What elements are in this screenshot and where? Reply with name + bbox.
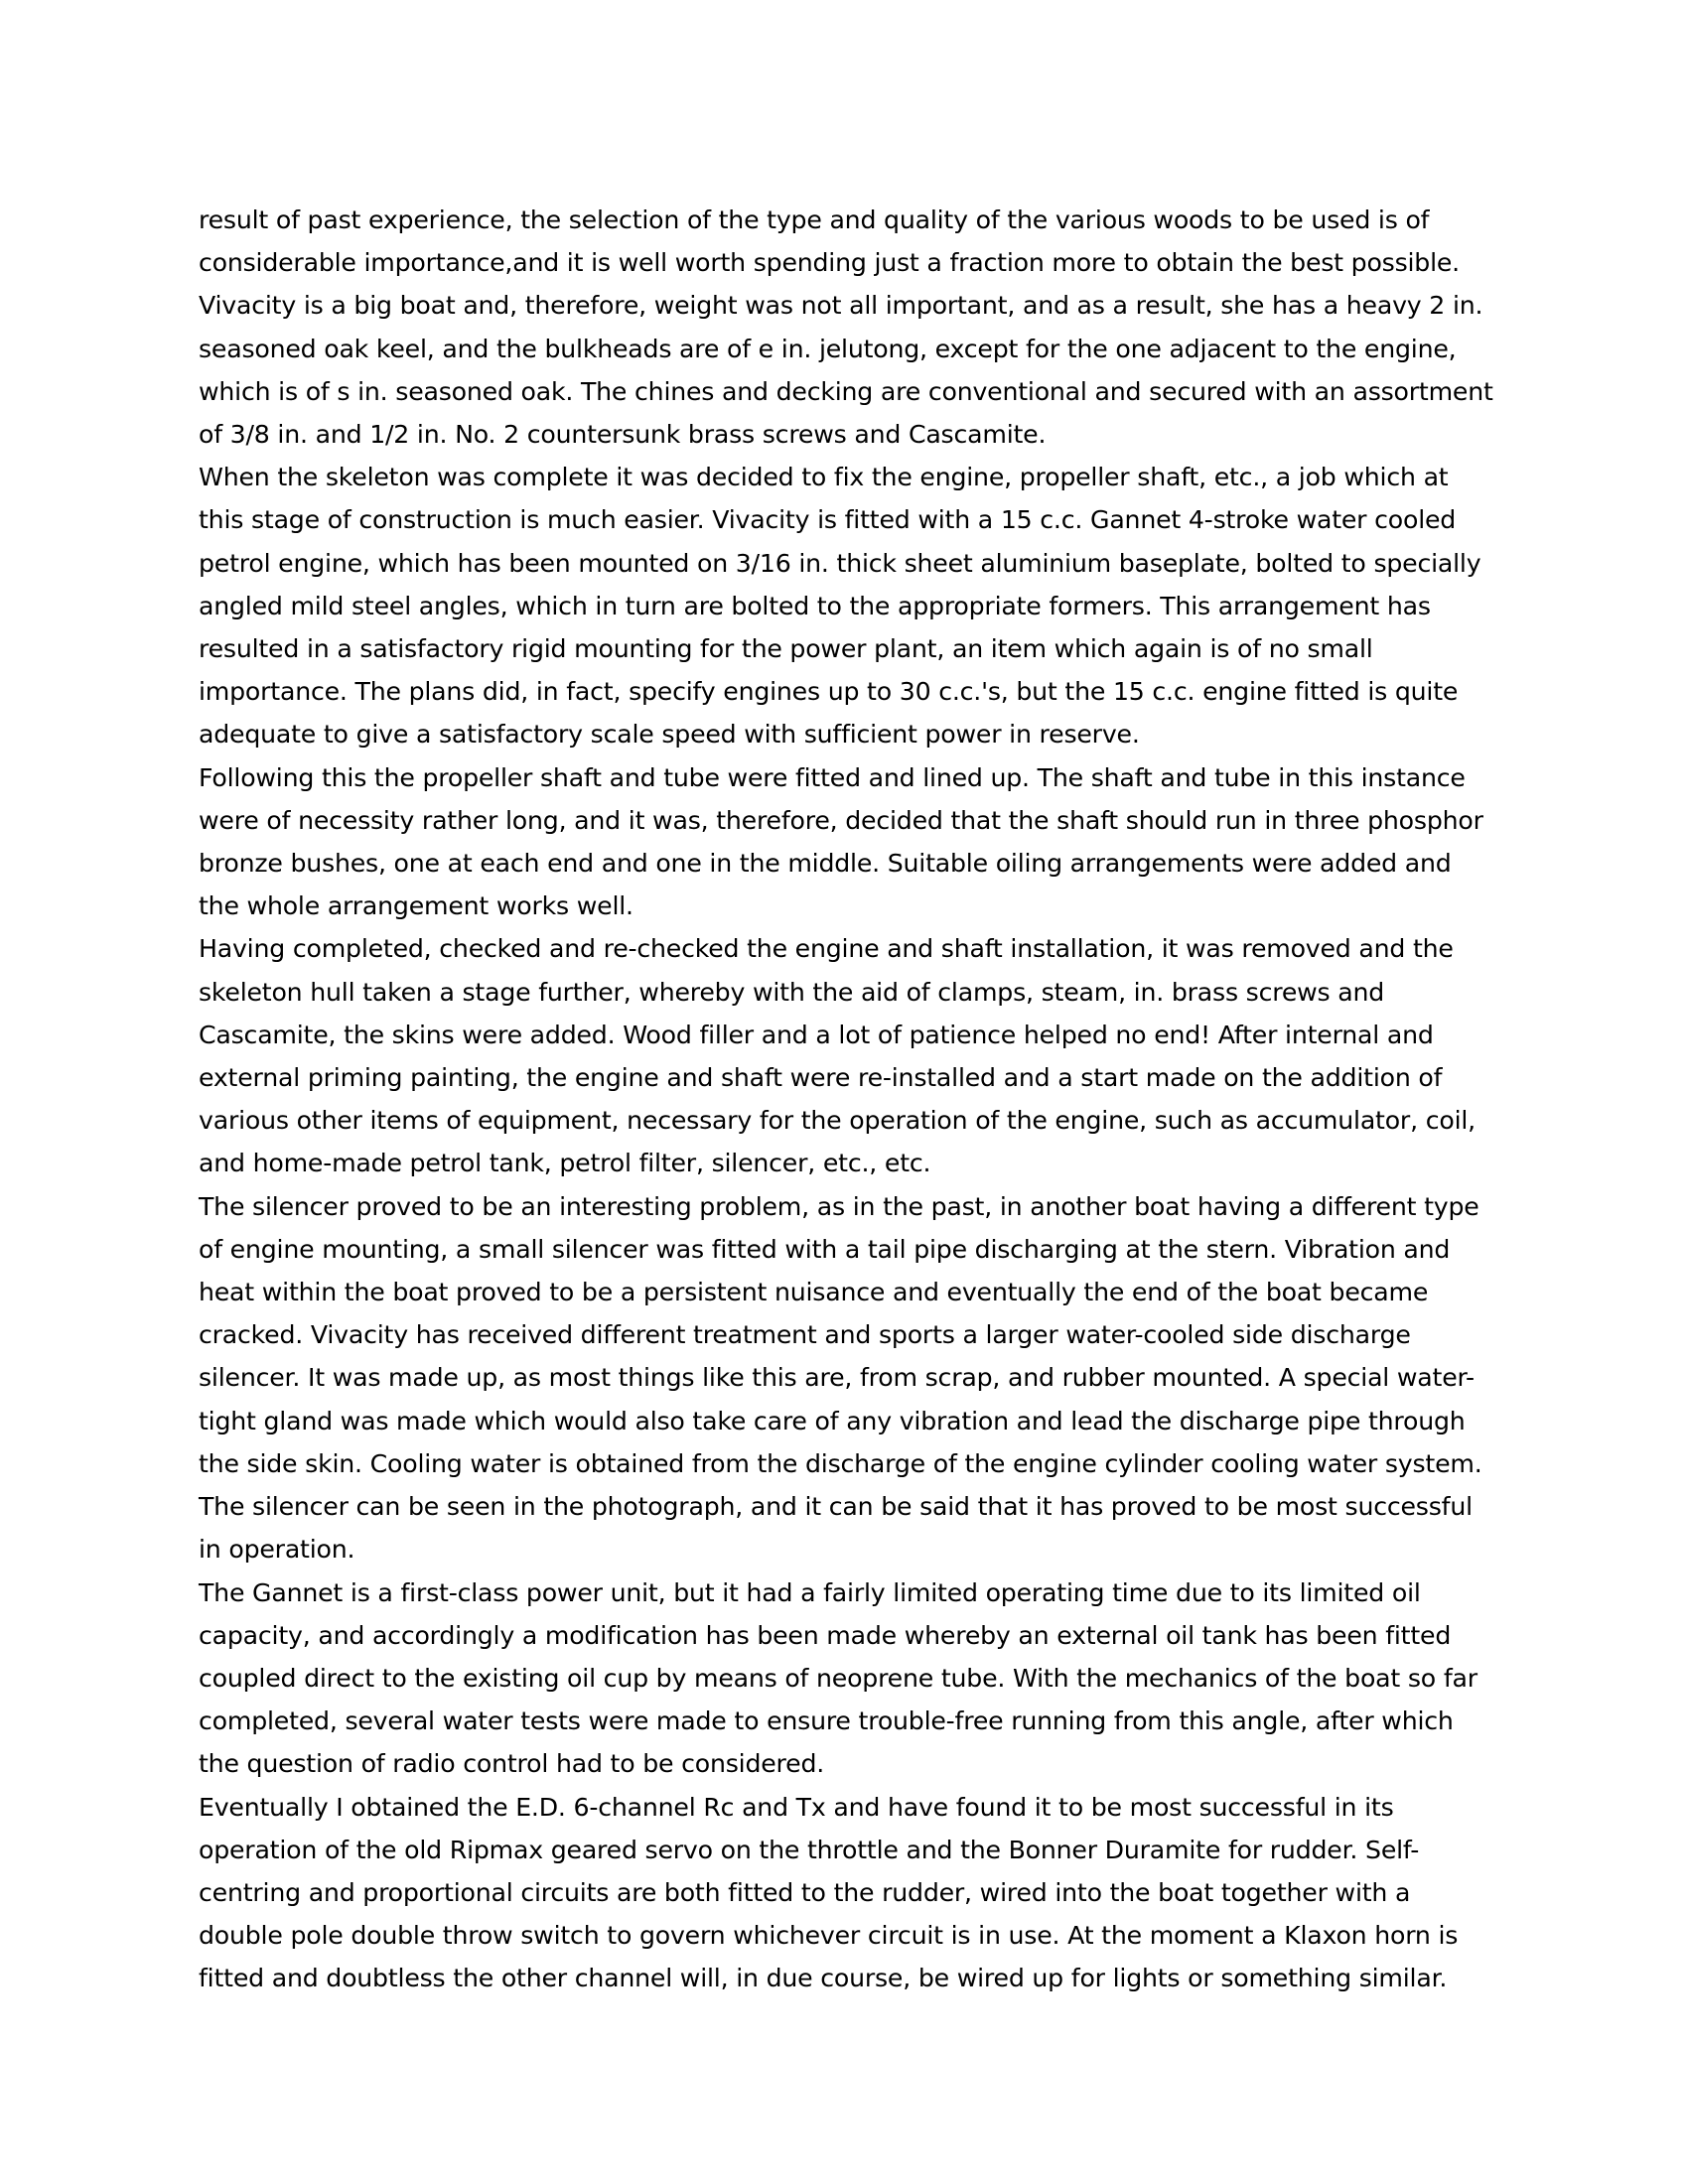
paragraph-oil-tank: The Gannet is a first-class power unit, but it had a fairly limited operating time due to its limited oil capacity, and accordingly a modification has been made whereby an external oil tank has been fitted coupled direct to the existing oil cup by means of neoprene tube. With the mechanics of the boat so far completed, several water tests were made to ensure trouble-free running from this angle, after which the question of radio control had to be considered. [199,1577,1477,1779]
paragraph-propeller-shaft: Following this the propeller shaft and tube were fitted and lined up. The shaft and tube in this instance were of necessity rather long, and it was, therefore, decided that the shaft should run in three phosphor bronze bushes, one at each end and one in the middle. Suitable oiling arrangements were added and the whole arrangement works well. [199,762,1483,921]
paragraph-hull-skins: Having completed, checked and re-checked the engine and shaft installation, it was removed and the skeleton hull taken a stage further, whereby with the aid of clamps, steam, in. brass screws and Cascamite, the skins were added. Wood filler and a lot of patience helped no end! After internal and external priming painting, the engine and shaft were re-installed and a start made on the addition of various other items of equipment, necessary for the operation of the engine, such as accumulator, coil, and home-made petrol tank, petrol filter, silencer, etc., etc. [199,934,1476,1178]
paragraph-radio-control: Eventually I obtained the E.D. 6-channel Rc and Tx and have found it to be most successful in its operation of the old Ripmax geared servo on the throttle and the Bonner Duramite for rudder. Self-centring and proportional circuits are both fitted to the rudder, wired into the boat together with a double pole double throw switch to govern whichever circuit is in use. At the moment a Klaxon horn is fitted and doubtless the other channel will, in due course, be wired up for lights or something similar. [199,1792,1459,1993]
paragraph-silencer: The silencer proved to be an interesting problem, as in the past, in another boat having a different type of engine mounting, a small silencer was fitted with a tail pipe discharging at the stern. Vibration and heat within the boat proved to be a persistent nuisance and eventually the end of the boat became cracked. Vivacity has received different treatment and sports a larger water-cooled side discharge silencer. It was made up, as most things like this are, from scrap, and rubber mounted. A special water-tight gland was made which would also take care of any vibration and lead the discharge pipe through the side skin. Cooling water is obtained from the discharge of the engine cylinder cooling water system. The silencer can be seen in the photograph, and it can be said that it has proved to be most successful in operation. [199,1191,1482,1565]
document-body [199,199,1499,2000]
paragraph-engine-mounting: When the skeleton was complete it was decided to fix the engine, propeller shaft, etc., a job which at this stage of construction is much easier. Vivacity is fitted with a 15 c.c. Gannet 4-stroke water cooled petrol engine, which has been mounted on 3/16 in. thick sheet aluminium baseplate, bolted to specially angled mild steel angles, which in turn are bolted to the appropriate formers. This arrangement has resulted in a satisfactory rigid mounting for the power plant, an item which again is of no small importance. The plans did, in fact, specify engines up to 30 c.c.'s, but the 15 c.c. engine fitted is quite adequate to give a satisfactory scale speed with sufficient power in reserve. [199,463,1481,750]
paragraph-wood-selection: result of past experience, the selection of the type and quality of the various woods to be used is of considerable importance,and it is well worth spending just a fraction more to obtain the best possible. Vivacity is a big boat and, therefore, weight was not all important, and as a result, she has a heavy 2 in. seasoned oak keel, and the bulkheads are of e in. jelutong, except for the one adjacent to the engine, which is of s in. seasoned oak. The chines and decking are conventional and secured with an assortment of 3/8 in. and 1/2 in. No. 2 countersunk brass screws and Cascamite. [199,205,1493,450]
